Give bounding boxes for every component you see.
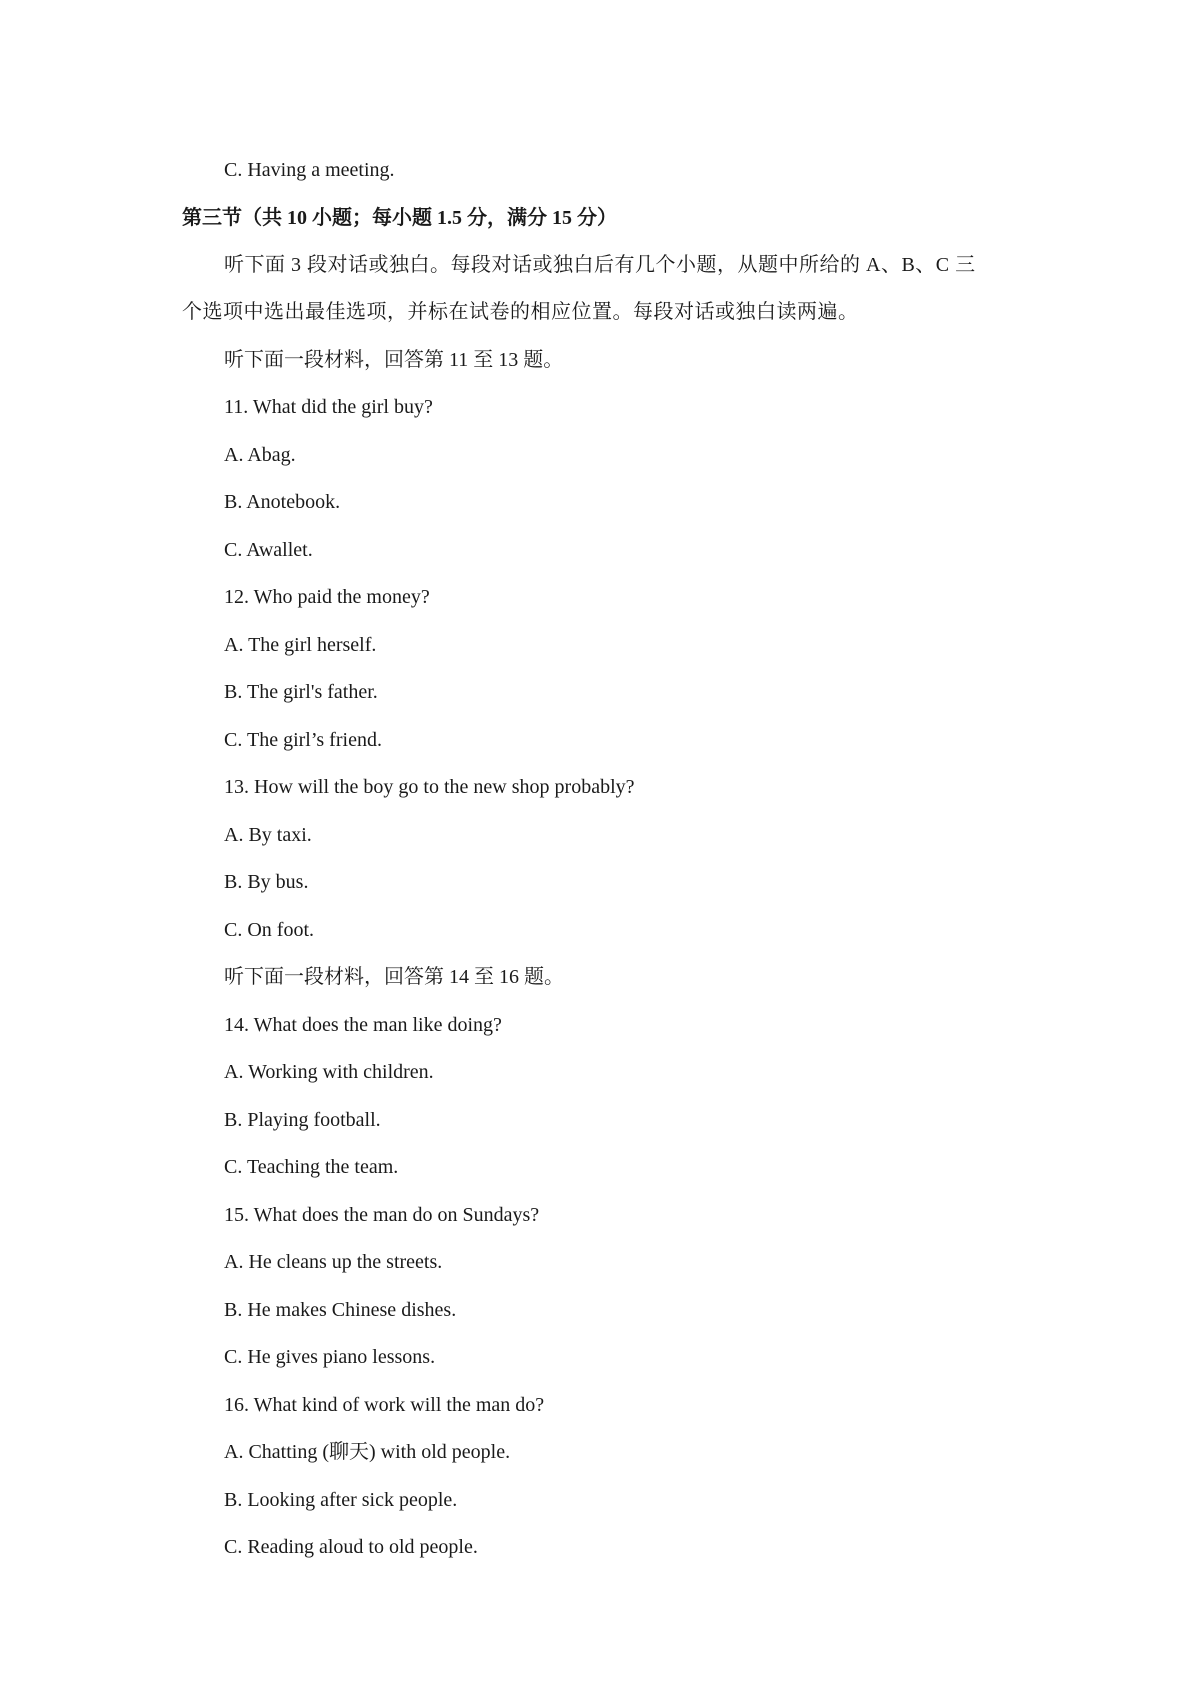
instruction-text-continued: 个选项中选出最佳选项，并标在试卷的相应位置。每段对话或独白读两遍。 (182, 301, 859, 323)
passage-heading: 听下面一段材料，回答第 11 至 13 题。 (224, 349, 564, 371)
question-text: 15. What does the man do on Sundays? (224, 1204, 540, 1226)
option-text: A. Abag. (224, 444, 296, 466)
option-text: C. Reading aloud to old people. (224, 1536, 478, 1558)
option-text: B. He makes Chinese dishes. (224, 1299, 457, 1321)
option-text: C. Having a meeting. (224, 159, 395, 181)
option-text: A. The girl herself. (224, 634, 377, 656)
passage-heading: 听下面一段材料，回答第 14 至 16 题。 (224, 966, 564, 988)
option-text: B. The girl's father. (224, 681, 378, 703)
option-text: C. Awallet. (224, 539, 313, 561)
question-text: 16. What kind of work will the man do? (224, 1394, 545, 1416)
option-text: A. Chatting (聊天) with old people. (224, 1441, 511, 1463)
option-text: C. On foot. (224, 919, 314, 941)
option-text: B. Looking after sick people. (224, 1489, 458, 1511)
option-text: B. By bus. (224, 871, 309, 893)
question-text: 12. Who paid the money? (224, 586, 430, 608)
question-text: 13. How will the boy go to the new shop probably? (224, 776, 635, 798)
instruction-text: 听下面 3 段对话或独白。每段对话或独白后有几个小题，从题中所给的 A、B、C 三 (224, 254, 976, 276)
option-text: B. Playing football. (224, 1109, 381, 1131)
option-text: B. Anotebook. (224, 491, 341, 513)
option-text: C. Teaching the team. (224, 1156, 399, 1178)
option-text: A. He cleans up the streets. (224, 1251, 443, 1273)
question-text: 11. What did the girl buy? (224, 396, 433, 418)
section-title: 第三节（共 10 小题；每小题 1.5 分，满分 15 分） (182, 207, 617, 229)
option-text: C. The girl’s friend. (224, 729, 382, 751)
option-text: A. Working with children. (224, 1061, 434, 1083)
question-text: 14. What does the man like doing? (224, 1014, 502, 1036)
option-text: A. By taxi. (224, 824, 312, 846)
option-text: C. He gives piano lessons. (224, 1346, 436, 1368)
